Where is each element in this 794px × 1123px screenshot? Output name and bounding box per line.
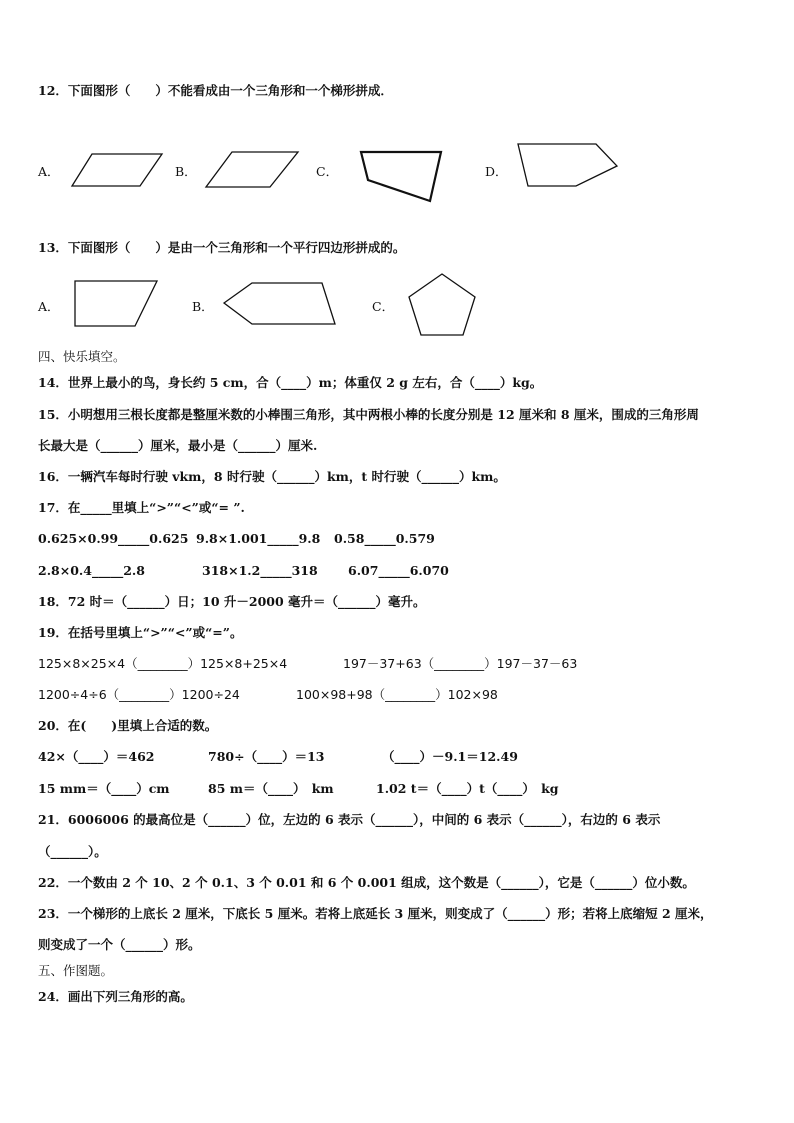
q20-row1-item1: 42×（____）＝462 [38, 749, 155, 764]
q13-shape-c-regular-pentagon [406, 272, 478, 338]
q19-row2-item2: 100×98+98（________）102×98 [296, 687, 498, 702]
q12-shape-d-pentagon [516, 140, 620, 190]
q13-text: 13．下面图形（ ）是由一个三角形和一个平行四边形拼成的。 [38, 240, 406, 255]
q16-text: 16．一辆汽车每时行驶 vkm，8 时行驶（______）km，t 时行驶（______）km。 [38, 469, 506, 484]
q13-shape-b-pentagon [222, 281, 338, 327]
q21-line-2: （______）。 [38, 844, 107, 859]
q13-shape-a-trapezoid [72, 279, 160, 329]
q20-row2-item2: 85 m＝（____） km [208, 781, 334, 796]
q17-row2-item2: 318×1.2_____318 [202, 563, 318, 578]
q12-option-d-label: D． [485, 164, 508, 179]
q20-text: 20．在( )里填上合适的数。 [38, 718, 218, 733]
q24-text: 24．画出下列三角形的高。 [38, 989, 193, 1004]
q19-text: 19．在括号里填上“>”“<”或“=”。 [38, 625, 243, 640]
section-4-heading: 四、快乐填空。 [38, 349, 126, 364]
q17-row1-item1: 0.625×0.99_____0.625 [38, 531, 189, 546]
q17-row2-item1: 2.8×0.4_____2.8 [38, 563, 145, 578]
q12-option-c-label: C． [316, 164, 339, 179]
q17-row1-item3: 0.58_____0.579 [334, 531, 435, 546]
q19-row2-item1: 1200÷4÷6（________）1200÷24 [38, 687, 240, 702]
q20-row2-item3: 1.02 t＝（____）t（____） kg [376, 781, 559, 796]
q13-option-a-label: A． [38, 299, 60, 314]
q20-row2-item1: 15 mm＝（____）cm [38, 781, 170, 796]
q19-row1-item2: 197－37+63（________）197－37－63 [343, 656, 578, 671]
q12-shape-c-quadrilateral [358, 150, 444, 204]
q13-option-b-label: B． [192, 299, 214, 314]
q12-option-a-label: A． [38, 164, 60, 179]
q23-line-1: 23．一个梯形的上底长 2 厘米，下底长 5 厘米。若将上底延长 3 厘米，则变成了（______）形；若将上底缩短 2 厘米， [38, 906, 713, 921]
q22-text: 22．一个数由 2 个 10、2 个 0.1、3 个 0.01 和 6 个 0.001 组成，这个数是（______），它是（______）位小数。 [38, 875, 695, 890]
q17-text: 17．在_____里填上“>”“<”或“= ”. [38, 500, 245, 515]
q15-line-2: 长最大是（______）厘米，最小是（______）厘米. [38, 438, 318, 453]
q14-text: 14．世界上最小的鸟，身长约 5 cm，合（____）m；体重仅 2 g 左右，合（____）kg。 [38, 375, 543, 390]
q12-text: 12．下面图形（ ）不能看成由一个三角形和一个梯形拼成． [38, 83, 393, 98]
q13-option-c-label: C． [372, 299, 395, 314]
q23-line-2: 则变成了一个（______）形。 [38, 937, 201, 952]
q17-row1-item2: 9.8×1.001_____9.8 [196, 531, 321, 546]
section-5-heading: 五、作图题。 [38, 963, 114, 978]
q20-row1-item3: （____）－9.1＝12.49 [382, 749, 518, 764]
q18-text: 18．72 时＝（______）日；10 升－2000 毫升＝（______）毫升。 [38, 594, 426, 609]
q20-row1-item2: 780÷（____）＝13 [208, 749, 325, 764]
q12-shape-b-parallelogram [204, 150, 300, 190]
q21-line-1: 21．6006006 的最高位是（______）位，左边的 6 表示（______），中间的 6 表示（______），右边的 6 表示 [38, 812, 661, 827]
q12-option-b-label: B． [175, 164, 197, 179]
q15-line-1: 15．小明想用三根长度都是整厘米数的小棒围三角形，其中两根小棒的长度分别是 12 厘米和 8 厘米，围成的三角形周 [38, 407, 699, 422]
q17-row2-item3: 6.07_____6.070 [348, 563, 449, 578]
q19-row1-item1: 125×8×25×4（________）125×8+25×4 [38, 656, 288, 671]
q12-shape-a-parallelogram [70, 152, 165, 190]
